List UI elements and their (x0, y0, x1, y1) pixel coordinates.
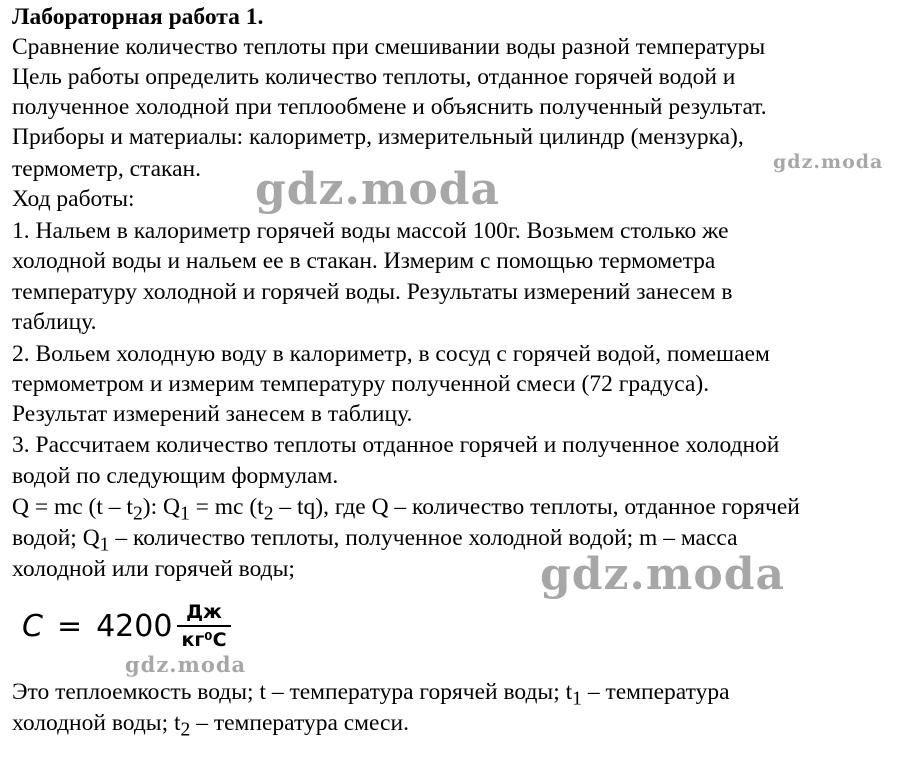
last-line: холодной воды; $t_2$ – температура смеси. (12, 710, 409, 741)
formula-q-line: Q = mc $(t - t_2)$: $Q_1$ = mc $(t_2 - tq)$, где Q – количество теплоты, отданное горячей (12, 494, 800, 525)
capacity-definition-line: Это теплоемкость воды; t – температура горячей воды; $t_1$ – температура (12, 679, 730, 710)
text-line: термометр, стакан. (12, 156, 201, 182)
text-line: Сравнение количество теплоты при смешивании воды разной температуры (12, 34, 766, 60)
text-line: 3. Рассчитаем количество теплоты отданное горячей и полученное холодной (12, 432, 780, 458)
unit-denominator: кг⁰С (181, 628, 227, 651)
watermark: gdz.moda (255, 164, 501, 215)
text-line: Цель работы определить количество теплоты, отданное горячей водой и (12, 64, 736, 90)
text-line: 2. Вольем холодную воду в калориметр, в сосуд с горячей водой, помешаем (12, 341, 770, 367)
lab-title: Лабораторная работа 1. (12, 4, 264, 30)
text-line: холодной воды и нальем ее в стакан. Измерим с помощью термометра (12, 248, 716, 274)
text-line: водой по следующим формулам. (12, 463, 339, 489)
text-line: температуру холодной и горячей воды. Результаты измерений занесем в (12, 279, 733, 305)
text-line: полученное холодной при теплообмене и объяснить полученный результат. (12, 94, 767, 120)
watermark: gdz.moda (125, 652, 247, 677)
formula-value: 4200 (96, 608, 173, 644)
q1-definition-line: водой; $Q_1$ – количество теплоты, полученное холодной водой; m – масса (12, 525, 738, 556)
text-line: Результат измерений занесем в таблицу. (12, 401, 413, 427)
watermark: gdz.moda (540, 549, 786, 600)
heat-capacity-formula (22, 598, 231, 654)
watermark: gdz.moda (773, 151, 884, 173)
formula-equals: = (56, 608, 83, 644)
formula-unit-fraction (177, 600, 230, 651)
unit-numerator: Дж (186, 600, 222, 623)
text-line: Ход работы: (12, 186, 135, 212)
text-line: таблицу. (12, 309, 97, 335)
formula-symbol: C (22, 608, 43, 644)
text-line: Приборы и материалы: калориметр, измерительный цилиндр (мензурка), (12, 124, 744, 150)
text-line: 1. Нальем в калориметр горячей воды массой 100г. Возьмем столько же (12, 218, 729, 244)
text-line: холодной или горячей воды; (12, 556, 295, 582)
text-line: термометром и измерим температуру полученной смеси (72 градуса). (12, 371, 710, 397)
